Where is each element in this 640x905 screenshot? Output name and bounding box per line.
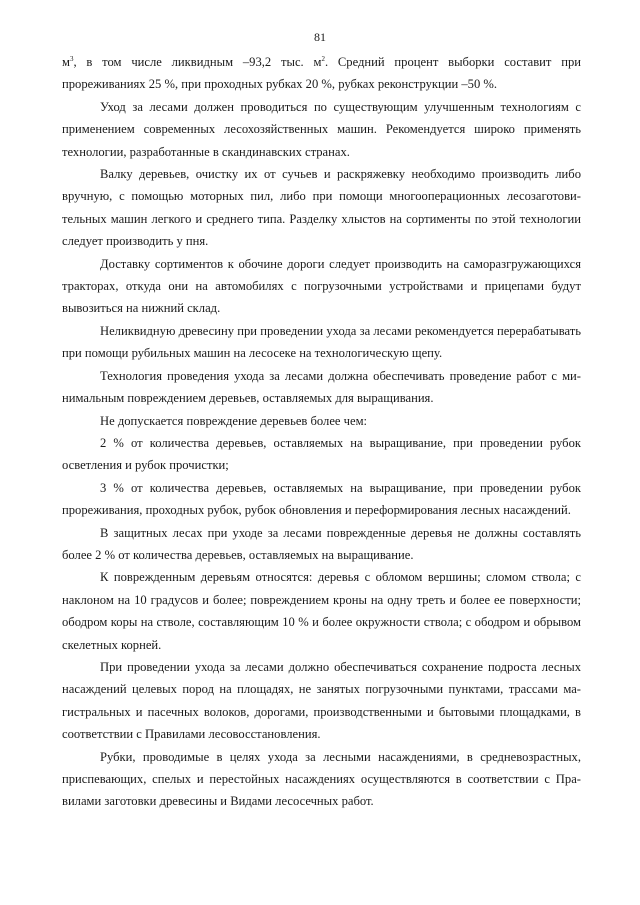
paragraph: Доставку сортиментов к обочине дороги следует производить на саморазгружающихся тракторах, откуда они на автомобилях с погрузочными устройствами и прицепами будут вывозиться на нижний склад. xyxy=(62,256,581,316)
page-number: 81 xyxy=(314,30,326,44)
paragraph: В защитных лесах при уходе за лесами поврежденные деревья не должны составлять более 2 % от количества деревьев, оставляемых на выращивание. xyxy=(62,525,581,562)
paragraph: При проведении ухода за лесами должно обеспечиваться сохранение подроста лесных насаждений целевых пород на площадях, не занятых погрузочными пунктами, трассами магистральных и пасечных волоков, дорогами, производственными и бытовыми площадками, в соответствии с Правилами лесовосстановления. xyxy=(62,659,581,742)
paragraph-continuation: $м^3$, в том числе ликвидным –93,2 тыс. $м^2$. Средний процент выборки составит при прореживаниях 25 %, при проходных рубках 20 %, рубках реконструкции –50 %. xyxy=(62,55,581,92)
paragraph: Не допускается повреждение деревьев более чем: xyxy=(100,413,368,428)
unit-cubic-meter: $м^3$ xyxy=(62,55,74,69)
paragraph: Валку деревьев, очистку их от сучьев и раскряжевку необходимо производить либо вручную, с помощью моторных пил, либо при помощи многооперационных лесозаготовительных машин легкого и среднего типа. Разделку хлыстов на сортименты по этой технологии следует производить у пня. xyxy=(62,167,581,249)
paragraph: Неликвидную древесину при проведении ухода за лесами рекомендуется перерабатывать при помощи рубильных машин на лесосеке на технологическую щепу. xyxy=(62,323,581,361)
paragraph: Рубки, проводимые в целях ухода за лесными насаждениями, в средневозрастных, приспевающих, спелых и перестойных насаждениях осуществляются в соответствии с Правилами заготовки древесины и Видами лесосечных работ. xyxy=(62,749,581,809)
superscript: 2 xyxy=(321,55,325,63)
paragraph: Технология проведения ухода за лесами должна обеспечивать проведение работ с минимальным повреждением деревьев, оставляемых для выращивания. xyxy=(62,368,581,406)
paragraph: К поврежденным деревьям относятся: деревья с обломом вершины; сломом ствола; с наклоном на 10 градусов и более; повреждением кроны на одну треть и более ее поверхности; ободром коры на стволе, составляющим 10 % и более окружности ствола; с ободром и обрывом скелетных корней. xyxy=(62,570,581,652)
list-item: 2 % от количества деревьев, оставляемых на выращивание, при проведении рубок осветления и рубок прочистки; xyxy=(62,435,581,473)
document-body xyxy=(62,51,581,813)
paragraph: Уход за лесами должен проводиться по существующим улучшенным технологиям с применением современных лесохозяйственных машин. Рекомендуется широко применять технологии, разработанные в скандинавских странах. xyxy=(62,99,581,159)
list-item: 3 % от количества деревьев, оставляемых на выращивание, при проведении рубок прореживания, проходных рубок, рубок обновления и переформирования лесных насаждений. xyxy=(62,480,581,518)
